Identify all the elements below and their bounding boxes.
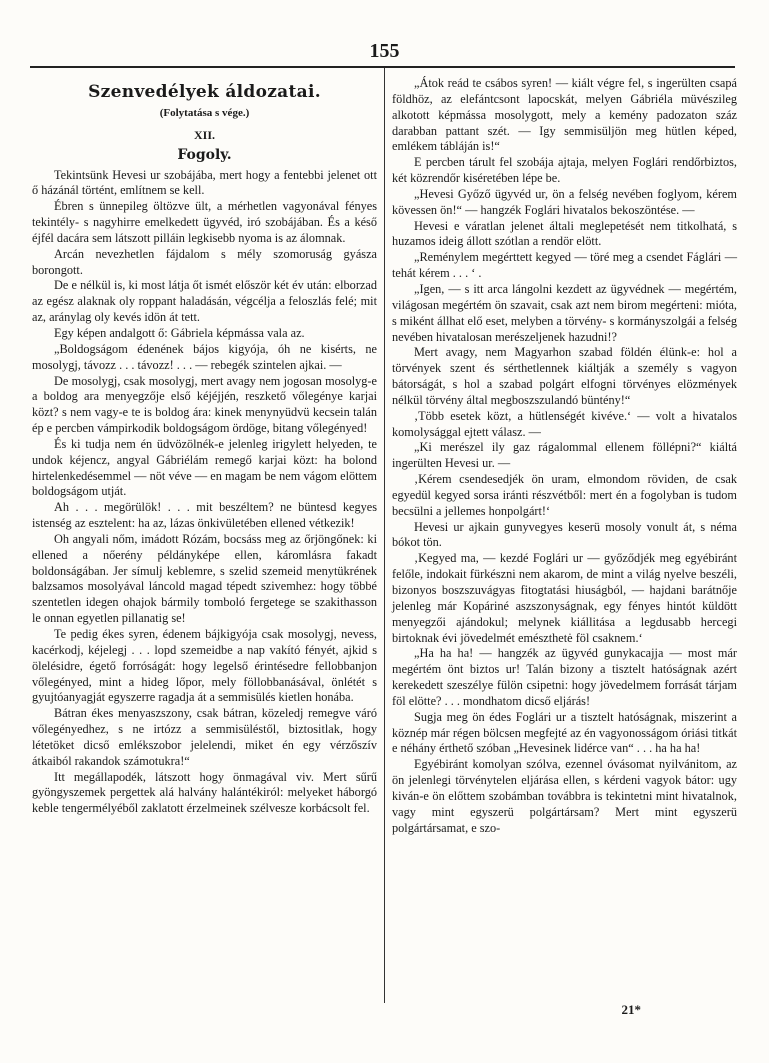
paragraph: Bátran ékes menyaszszony, csak bátran, közeledj remegve váró vőlegényedhez, s ne irtózz a semmisüléstől, biztositlak, hogy létetöket dicső emlékszobor jelelendi, miket én egy vérzőszív átkaiból rakandok számotukra!“ <box>32 706 377 768</box>
paragraph: „Reménylem megérttett kegyed — töré meg a csendet Fáglári — tehát kérem . . . ‘ . <box>392 250 737 281</box>
paragraph: „Ha ha ha! — hangzék az ügyvéd gunykacajja — most már megértém önt biztos ur! Talán bizony a tisztelt hatóságnak azért kerekedett szeszélye fülön csipetni: hogy jövedelmem forrását tárjam föl elötte? . . . mondhatom dicső eljárás! <box>392 646 737 708</box>
chapter-title: Fogoly. <box>177 146 232 163</box>
left-column <box>32 76 377 817</box>
header-rule <box>30 66 735 68</box>
page-number: 155 <box>369 40 400 62</box>
paragraph: Egy képen andalgott ő: Gábriela képmássa vala az. <box>54 325 305 340</box>
paragraph: Sugja meg ön édes Foglári ur a tisztelt hatóságnak, miszerint a köznép már régen bölcsen megfejté az én vagyonosságom óriási titkát e néhány érthető szóban „Hevesinek lidérce van“ . . . ha ha ha! <box>392 709 737 756</box>
paragraph: Hevesi ur ajkain gunyvegyes keserü mosoly vonult át, s néma bókot tön. <box>392 519 737 550</box>
paragraph: És ki tudja nem én üdvözölnék-e jelenleg irigylett helyeden, te undok kéjencz, angyal Gábriélám remegő karjai közt: ha bolond hirtelenkedésemmel — nöt véve — en magam be nem vágom elöttem boldogságom utját. <box>32 436 377 499</box>
paragraph: ‚Kérem csendesedjék ön uram, elmondom röviden, de csak egyedül kegyed sorsa iránti részvétből: mert én a fogolyban is tudom becsülni a jellemes honpolgárt!‘ <box>392 472 737 518</box>
paragraph: „Átok reád te csábos syren! — kiált végre fel, s ingerülten csapá földhöz, az elefántcsont lapocskát, melyen Gábriéla müvészileg alkotott képmássa mosolygott, mely a kemény padozaton száz darabban pattant szét. — Igy semmisüljön meg hütlen képed, emlékem tábláján is!“ <box>392 76 737 154</box>
paragraph: Oh angyali nőm, imádott Rózám, bocsáss meg az őrjöngőnek: ki ellened a nőerény példányképe ellen, káromlásra fakadt boldonságában. Jer símulj keblemre, s szelid szemeid menytükrének balzsamos mosolyával láncold magad tépedt szivemhez: hogy többé szentetlen idegen ohajok bármily tomboló fergetege se szakithasson le onnan egyetlen pillanatig se! <box>32 531 377 626</box>
paragraph: „Hevesi Győző ügyvéd ur, ön a felség nevében foglyom, kérem kövessen ön!“ — hangzék Foglári hivatalos bekoszöntése. — <box>392 186 737 217</box>
paragraph: „Boldogságom édenének bájos kigyója, óh ne kisérts, ne mosolygj, távozz . . . távozz! . . . — rebegék szintelen ajkai. — <box>32 341 377 372</box>
paragraph: ‚Több esetek közt, a hütlenségét kivéve.‘ — volt a hivatalos komolysággal ejtett válasz. — <box>392 408 737 439</box>
column-divider <box>384 68 385 1003</box>
paragraph: E percben tárult fel szobája ajtaja, melyen Foglári rendőrbiztos, két közrendőr kiséretében lépe be. <box>392 155 737 186</box>
right-column-body <box>392 76 737 837</box>
article-title: Szenvedélyek áldozatai. <box>88 82 321 102</box>
article-continuation-note: (Folytatása s vége.) <box>159 107 250 119</box>
paragraph: Itt megállapodék, látszott hogy önmagával viv. Mert sűrű gyöngyszemek pergettek alá halvány halántékiról: melyeket háborgó keble tengermélyéből zaklatott érzelmeinek szélvesze korbácsolt fel. <box>32 769 377 816</box>
paragraph: Arcán nevezhetlen fájdalom s mély szomoruság gyásza borongott. <box>32 246 377 277</box>
paragraph: „Ki merészel ily gaz rágalommal ellenem föllépni?“ kiáltá ingerülten Hevesi ur. — <box>392 440 737 471</box>
left-column-body <box>32 168 377 818</box>
signature-mark: 21* <box>621 1002 641 1017</box>
paragraph: Egyébiránt komolyan szólva, ezennel óvásomat nyilvánitom, az ön jelenlegi törvénytelen eljárása ellen, s kérdeni vagyok bátor: ugy kiván-e ön előttem szobámban továbbra is tekintetni mint hivatalnok, vagy mint egyszerü polgártársam? Mert mint egyszerü polgártársamat, e szo- <box>392 757 737 835</box>
paragraph: Ébren s ünnepileg öltözve ült, a mérhetlen vagyonával fényes tekintély- s nagyhirre emelkedett ügyvéd, iró szobájában. És a késő éjfél dacára sem látszott pilláin legkisebb nyoma is az álomnak. <box>32 199 377 245</box>
paragraph: De e nélkül is, ki most látja őt ismét először két év után: elborzad az egész alaknak oly roppant haladásán, végcélja a feloszlás felé; mit az, aránylag oly kevés idön át tett. <box>32 278 377 325</box>
paragraph: De mosolygj, csak mosolygj, mert avagy nem jogosan mosolyg-e a boldog ara menyegzője első kéjéjjén, reszkető vőlegénye karjai közt? s nem vagy-e te is boldog ára: kinek menynyüdvü kecsein talán ép e percben vámpirkodik boldogságom ördöge, bitang vőlegényed! <box>32 373 377 436</box>
paragraph: Tekintsünk Hevesi ur szobájába, mert hogy a fentebbi jelenet ott ő házánál történt, említnem se kell. <box>32 167 377 198</box>
paragraph: ‚Kegyed ma, — kezdé Foglári ur — győződjék meg egyébiránt felőle, indokait fürkészni nem akarom, de mint a világ nyelve beszéli, bizonyos boszszuvágyas fitogtatási hiuságból, — hajdani barátnője jelenleg már Kopáriné aszszonyságnak, egy fényes hintót küldött menyegzői ajándokul; melynek kiállitása a legdusabb hercegi birtoknak évi jövedelmét emészthetė föl csaknem.‘ <box>392 551 737 645</box>
right-column <box>392 76 737 837</box>
paragraph: Mert avagy, nem Magyarhon szabad földén élünk-e: hol a törvények szent és sérthetlennek kiáltják a személy s vagyon bátorságát, s hol a szabad polgárt elfogni törvényes elözmények nélkül törvény által megboszszulandó büntény!“ <box>392 345 737 407</box>
paragraph: „Igen, — s itt arca lángolni kezdett az ügyvédnek — megértém, világosan megértém ön szavait, csak azt nem birom megérteni: mióta, s miként állhat elő eset, melyben a törvény- s kormányszolgái a felség nevében hivatalosan merészeljenek hazudni!? <box>392 281 737 344</box>
paragraph: Hevesi e váratlan jelenet általi meglepetését nem titkolhatá, s huzamos ideig állott szótlan a rendör elött. <box>392 218 737 249</box>
paragraph: Te pedig ékes syren, édenem bájkigyója csak mosolygj, nevess, kacérkodj, kéjelegj . . . lopd szemeidbe a nap vakító fényét, ajkid s ölelésidre, égető forróságát: hogy legelső érintésedre fellobbanjon vőlegényed, mint a hideg lőpor, mely föllobbanásával, önlétét s gyujtóanyagját egyszerre ragadja át a semmisülés kietlen honába. <box>32 627 377 705</box>
paragraph: Ah . . . megörülök! . . . mit beszéltem? ne büntesd kegyes istenség az esztelent: ha az, lázas önkivületében ellened vétkezik! <box>32 500 377 531</box>
chapter-number: XII. <box>193 127 215 142</box>
